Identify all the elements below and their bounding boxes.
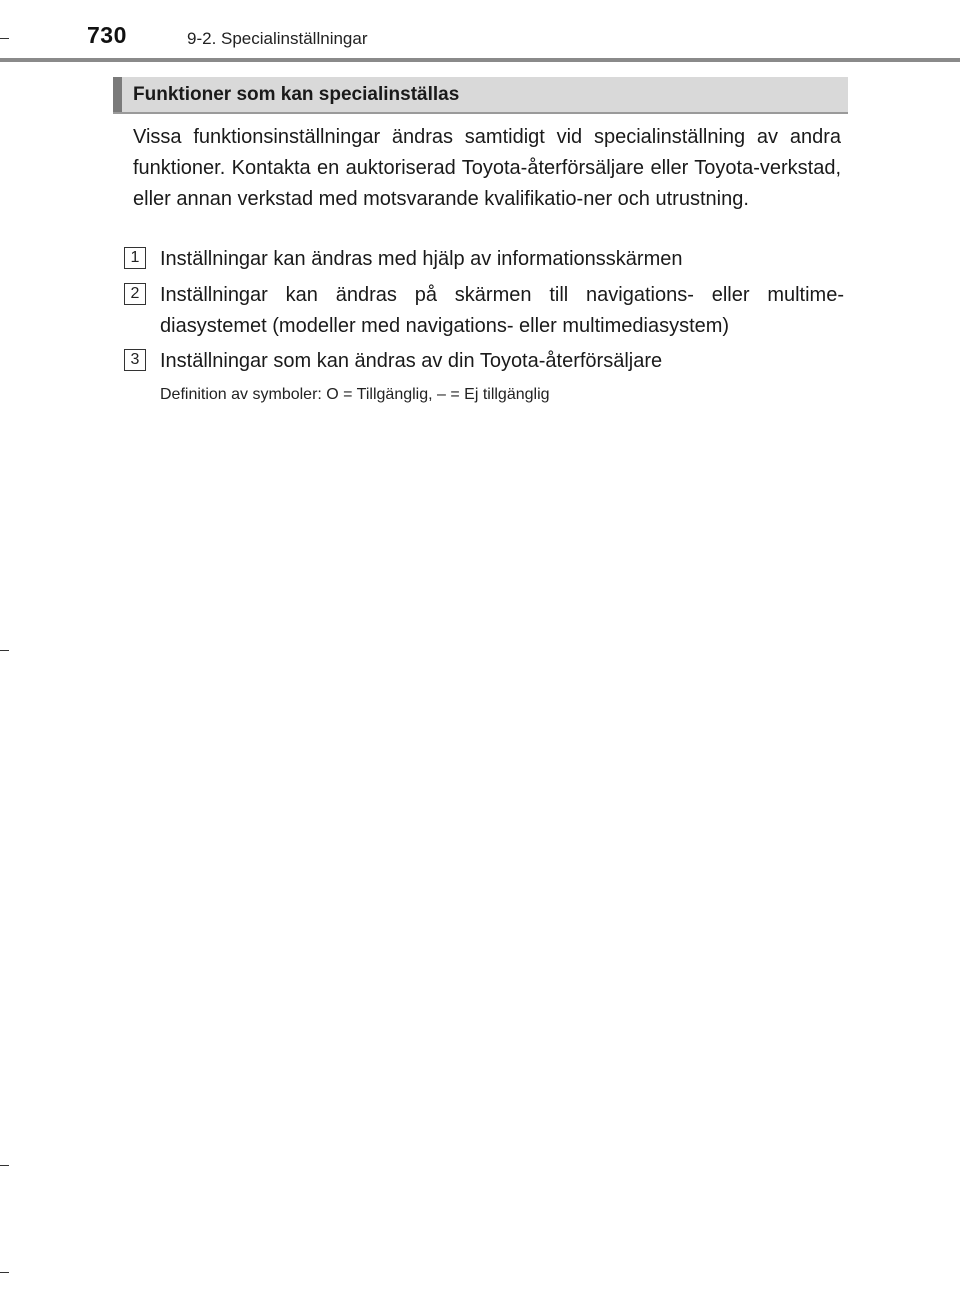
crop-mark-middle: [0, 650, 9, 651]
page-number: 730: [87, 22, 127, 48]
symbol-definition: Definition av symboler: O = Tillgänglig, – = Ej tillgänglig: [160, 386, 550, 403]
list-item-text: Inställningar kan ändras på skärmen till navigations- eller multime-diasystemet (modeller med navigations- eller multimediasystem): [160, 284, 844, 337]
section-title: Funktioner som kan specialinställas: [133, 84, 460, 105]
list-item-1: [124, 244, 844, 275]
chapter-title: 9-2. Specialinställningar: [187, 29, 368, 48]
list-item-2: [124, 280, 844, 342]
list-item-text: Inställningar kan ändras med hjälp av informationsskärmen: [160, 248, 683, 270]
crop-mark-lower: [0, 1165, 9, 1166]
list-item-3: [124, 346, 844, 377]
intro-paragraph: Vissa funktionsinställningar ändras samtidigt vid specialinställning av andra funktioner. Kontakta en auktoriserad Toyota-återförsäljare eller Toyota-verkstad, eller annan verkstad med motsvarande kvalifikatio-ner och utrustning.: [133, 126, 841, 210]
number-badge-3: 3: [124, 349, 146, 371]
crop-mark-top: [0, 38, 9, 39]
number-badge-1: 1: [124, 247, 146, 269]
crop-mark-bottom: [0, 1272, 9, 1273]
section-heading-bar: [113, 77, 122, 112]
section-heading-box: [113, 77, 848, 114]
list-item-text: Inställningar som kan ändras av din Toyota-återförsäljare: [160, 350, 663, 372]
header-rule: [0, 58, 960, 62]
number-badge-2: 2: [124, 283, 146, 305]
